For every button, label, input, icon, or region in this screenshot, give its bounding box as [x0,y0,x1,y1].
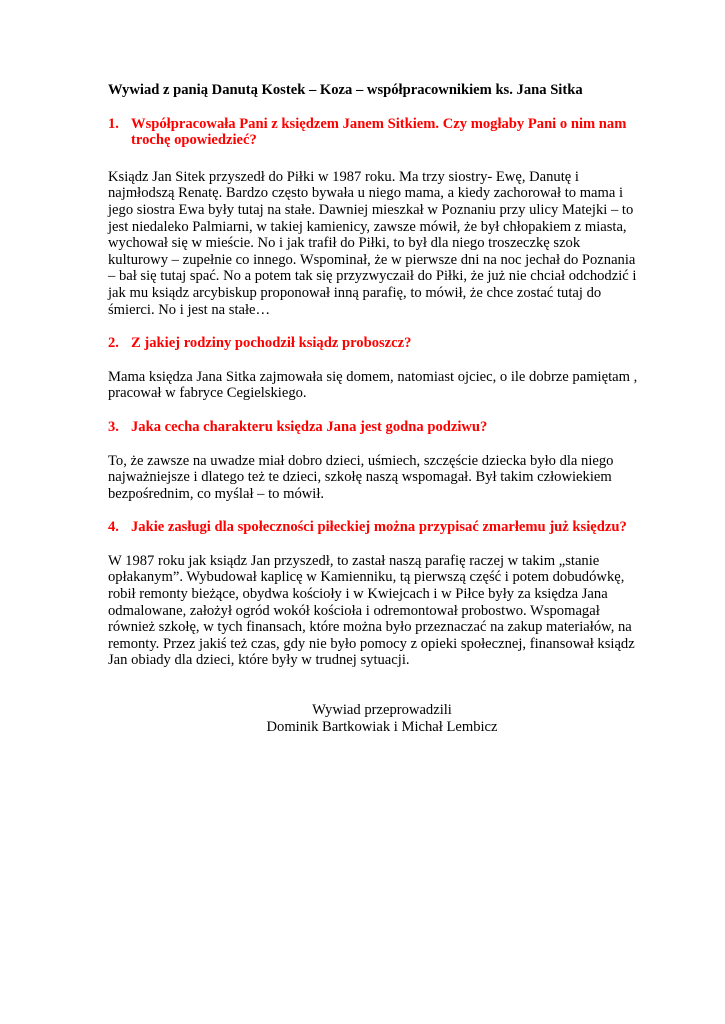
question-line: Z jakiej rodziny pochodził ksiądz proboszcz? [131,335,412,352]
answer-line: kulturowy – zupełnie co innego. Wspominał, że w pierwsze dni na noc jechał do Poznania [108,251,636,268]
question-4 [108,519,643,536]
question-1 [108,116,643,149]
question-line: Jaka cecha charakteru księdza Jana jest godna podziwu? [131,418,488,435]
answer-line: bezpośrednim, co myślał – to mówił. [108,485,325,502]
answer-line: również szkołę, w tych finansach, które można było przeznaczać na zakup materiałów, na [108,619,632,636]
answer-line: opłakanym”. Wybudował kaplicę w Kamienniku, tą pierwszą część i potem dobudówkę, [108,569,625,586]
answer-line: jego siostra Ewa były tutaj na stałe. Dawniej mieszkał w Poznaniu przy ulicy Matejki – to [108,201,634,218]
answer-line: najmłodszą Renatę. Bardzo często bywała u niego mama, a kiedy zachorował to mama i [108,185,624,202]
question-3 [108,419,643,436]
answer-3 [108,453,643,503]
answer-line: jest niedaleko Palmiarni, w takiej kamienicy, zawsze mówił, że był chłopakiem z miasta, [108,218,627,235]
question-line: Jakie zasługi dla społeczności piłeckiej można przypisać zmarłemu już księdzu? [131,519,627,536]
question-text [131,335,643,352]
question-text [131,419,643,436]
answer-line: W 1987 roku jak ksiądz Jan przyszedł, to zastał naszą parafię raczej w takim „stanie [108,552,600,569]
answer-line: jak mu ksiądz arcybiskup proponował inną parafię, to mówił, że chce zostać tutaj do [108,284,602,301]
answer-line: To, że zawsze na uwadze miał dobro dzieci, uśmiech, szczęście dziecka było dla niego [108,452,614,469]
answer-line: remonty. Przez jakiś też czas, gdy nie było pomocy z opieki społecznej, finansował ksiądz [108,635,635,652]
question-number: 4. [108,519,119,536]
answer-2 [108,369,643,402]
question-text [131,519,643,536]
question-line: trochę opowiedzieć? [131,132,257,149]
question-number: 2. [108,335,119,352]
answer-line: Ksiądz Jan Sitek przyszedł do Piłki w 1987 roku. Ma trzy siostry- Ewę, Danutę i [108,168,579,185]
answer-line: odmalowane, założył ogród wokół kościoła i odremontował probostwo. Wspomagał [108,602,600,619]
question-text [131,116,643,149]
answer-line: pracował w fabryce Cegielskiego. [108,385,307,402]
question-2 [108,335,643,352]
signature-line-2: Dominik Bartkowiak i Michał Lembicz [266,718,498,735]
signature [153,702,611,735]
document-title: Wywiad z panią Danutą Kostek – Koza – współpracownikiem ks. Jana Sitka [108,82,583,98]
document-page [108,82,643,735]
answer-line: robił remonty bieżące, obydwa kościoły i w Kwiejcach i w Piłce były za księdza Jana [108,586,608,603]
signature-line-1: Wywiad przeprowadzili [312,702,452,719]
question-number: 3. [108,418,119,435]
answer-4 [108,553,643,669]
answer-line: najważniejsze i dlatego też te dzieci, szkołę naszą wspomagał. Był takim człowiekiem [108,469,612,486]
question-line: Współpracowała Pani z księdzem Janem Sitkiem. Czy mogłaby Pani o nim nam [131,115,627,132]
answer-line: wychował się w mieście. No i jak trafił do Piłki, to był dla niego troszeczkę szok [108,235,581,252]
answer-line: Jan obiady dla dzieci, które były w trudnej sytuacji. [108,652,410,669]
question-number: 1. [108,115,119,132]
answer-1 [108,169,643,318]
answer-line: – bał się tutaj spać. No a potem tak się przyzwyczaił do Piłki, że już nie chciał odchodzić i [108,268,637,285]
answer-line: śmierci. No i jest na stałe… [108,301,271,318]
answer-line: Mama księdza Jana Sitka zajmowała się domem, natomiast ojciec, o ile dobrze pamiętam , [108,368,638,385]
